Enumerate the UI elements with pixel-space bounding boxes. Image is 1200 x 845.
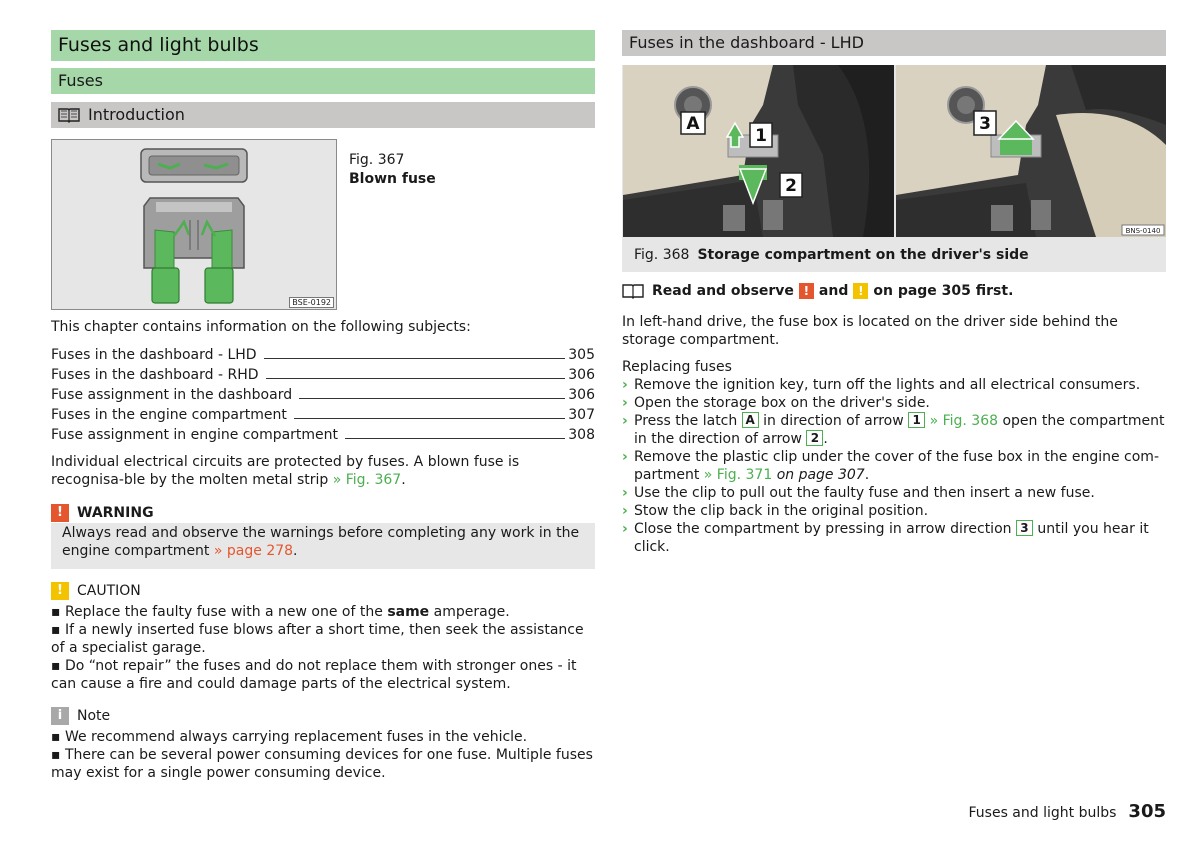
- figure-368: [622, 65, 1166, 272]
- step-item: › Stow the clip back in the original position.: [622, 503, 929, 519]
- toc-entry[interactable]: [51, 345, 595, 365]
- figure-367-blown-fuse: [51, 139, 337, 310]
- key-3: 3: [1016, 520, 1033, 536]
- caution-item: ▪ Replace the faulty fuse with a new one of the same amperage.: [51, 604, 510, 620]
- toc-intro: This chapter contains information on the following subjects:: [51, 319, 471, 335]
- introduction-label: Introduction: [88, 105, 185, 124]
- figure-title: Storage compartment on the driver's side: [697, 247, 1029, 263]
- toc-label: Fuse assignment in the dashboard: [51, 387, 293, 403]
- toc-label: Fuse assignment in engine compartment: [51, 427, 339, 443]
- step-item: › Remove the ignition key, turn off the lights and all electrical consumers.: [622, 377, 1141, 393]
- fig-371-link[interactable]: » Fig. 371: [703, 467, 773, 483]
- chapter-title: Fuses and light bulbs: [51, 30, 595, 61]
- chevron-right-icon: ›: [622, 377, 628, 393]
- toc-label: Fuses in the engine compartment: [51, 407, 287, 423]
- figure-368-caption: [634, 245, 1029, 265]
- caution-item: ▪ If a newly inserted fuse blows after a short time, then seek the assistance of a specialist garage.: [51, 622, 584, 656]
- left-column: [51, 30, 595, 782]
- section-title-lhd: Fuses in the dashboard - LHD: [622, 30, 1166, 56]
- step-item: › Open the storage box on the driver's side.: [622, 395, 930, 411]
- note-item: ▪ There can be several power consuming devices for one fuse. Multiple fuses may exist for a single power consuming device.: [51, 747, 593, 781]
- page-number: 305: [1128, 801, 1166, 822]
- storage-compartment-photo-2: [896, 65, 1166, 237]
- step-item: › Remove the plastic clip under the cover of the fuse box in the engine com-partment » Fig. 371 on page 307.: [622, 449, 1159, 483]
- figure-number: Fig. 368: [634, 247, 690, 263]
- warning-text: Always read and observe the warnings before completing any work in the engine compartment: [62, 525, 580, 559]
- figure-number: Fig. 367: [349, 152, 405, 168]
- chevron-right-icon: ›: [622, 485, 628, 501]
- caution-icon: !: [51, 582, 69, 600]
- label-a: A: [686, 114, 700, 134]
- warning-icon: !: [51, 504, 69, 522]
- step-list: [622, 376, 1166, 556]
- warning-title: WARNING: [77, 505, 154, 521]
- chevron-right-icon: ›: [622, 449, 628, 465]
- caution-item: ▪ Do “not repair” the fuses and do not replace them with stronger ones - it can cause a fire and could damage parts of the electrical system.: [51, 658, 577, 692]
- introduction-heading: [51, 102, 595, 128]
- toc-entry[interactable]: [51, 385, 595, 405]
- toc-page: 306: [568, 367, 595, 383]
- chevron-right-icon: ›: [622, 413, 628, 429]
- caution-icon: !: [853, 283, 868, 299]
- figure-title: Blown fuse: [349, 171, 436, 187]
- fig-368-link[interactable]: » Fig. 368: [929, 413, 999, 429]
- caution-box: [51, 582, 595, 693]
- note-box: [51, 707, 595, 782]
- body-paragraph: Individual electrical circuits are protected by fuses. A blown fuse is recognisa-ble by the molten metal strip » Fig. 367.: [51, 454, 520, 488]
- step-item: › Close the compartment by pressing in arrow direction 3 until you hear it click.: [622, 521, 1149, 555]
- toc-page: 308: [568, 427, 595, 443]
- table-of-contents: [51, 345, 595, 445]
- blown-fuse-illustration: [52, 140, 336, 309]
- caution-title: CAUTION: [77, 583, 141, 599]
- toc-page: 306: [568, 387, 595, 403]
- label-1: 1: [755, 126, 767, 146]
- page-footer: [969, 803, 1167, 822]
- intro-paragraph: In left-hand drive, the fuse box is located on the driver side behind the storage compartment.: [622, 314, 1118, 348]
- section-title: Fuses: [51, 68, 595, 94]
- warning-icon: !: [799, 283, 814, 299]
- figure-368-code: BNS-0140: [1125, 227, 1161, 235]
- note-item: ▪ We recommend always carrying replacement fuses in the vehicle.: [51, 729, 528, 745]
- toc-page: 307: [568, 407, 595, 423]
- info-icon: i: [51, 707, 69, 725]
- toc-entry[interactable]: [51, 425, 595, 445]
- read-and-observe: Read and observe ! and ! on page 305 first.: [622, 282, 1166, 300]
- replacing-fuses-heading: Replacing fuses: [622, 359, 732, 375]
- book-icon: [622, 283, 644, 299]
- toc-label: Fuses in the dashboard - RHD: [51, 367, 259, 383]
- toc-entry[interactable]: [51, 365, 595, 385]
- step-item: › Press the latch A in direction of arrow 1 » Fig. 368 open the compartment in the direction of arrow 2 .: [622, 413, 1165, 447]
- warning-box: ! WARNING Always read and observe the warnings before completing any work in the engine compartment » page 278.: [51, 503, 595, 569]
- toc-label: Fuses in the dashboard - LHD: [51, 347, 257, 363]
- toc-page: 305: [568, 347, 595, 363]
- chevron-right-icon: ›: [622, 503, 628, 519]
- toc-entry[interactable]: [51, 405, 595, 425]
- figure-367-caption: [349, 151, 436, 310]
- page-278-link[interactable]: » page 278: [213, 543, 294, 559]
- fig-367-link[interactable]: » Fig. 367: [332, 472, 402, 488]
- key-2: 2: [806, 430, 823, 446]
- key-1: 1: [908, 412, 925, 428]
- label-3: 3: [979, 114, 991, 134]
- label-2: 2: [785, 176, 797, 196]
- footer-title: Fuses and light bulbs: [968, 805, 1117, 821]
- right-column: [622, 30, 1166, 556]
- chevron-right-icon: ›: [622, 521, 628, 537]
- figure-code: BSE-0192: [289, 297, 334, 308]
- book-icon: [58, 107, 80, 123]
- step-item: › Use the clip to pull out the faulty fuse and then insert a new fuse.: [622, 485, 1095, 501]
- chevron-right-icon: ›: [622, 395, 628, 411]
- key-a: A: [742, 412, 759, 428]
- storage-compartment-photo-1: [623, 65, 894, 237]
- note-title: Note: [77, 708, 111, 724]
